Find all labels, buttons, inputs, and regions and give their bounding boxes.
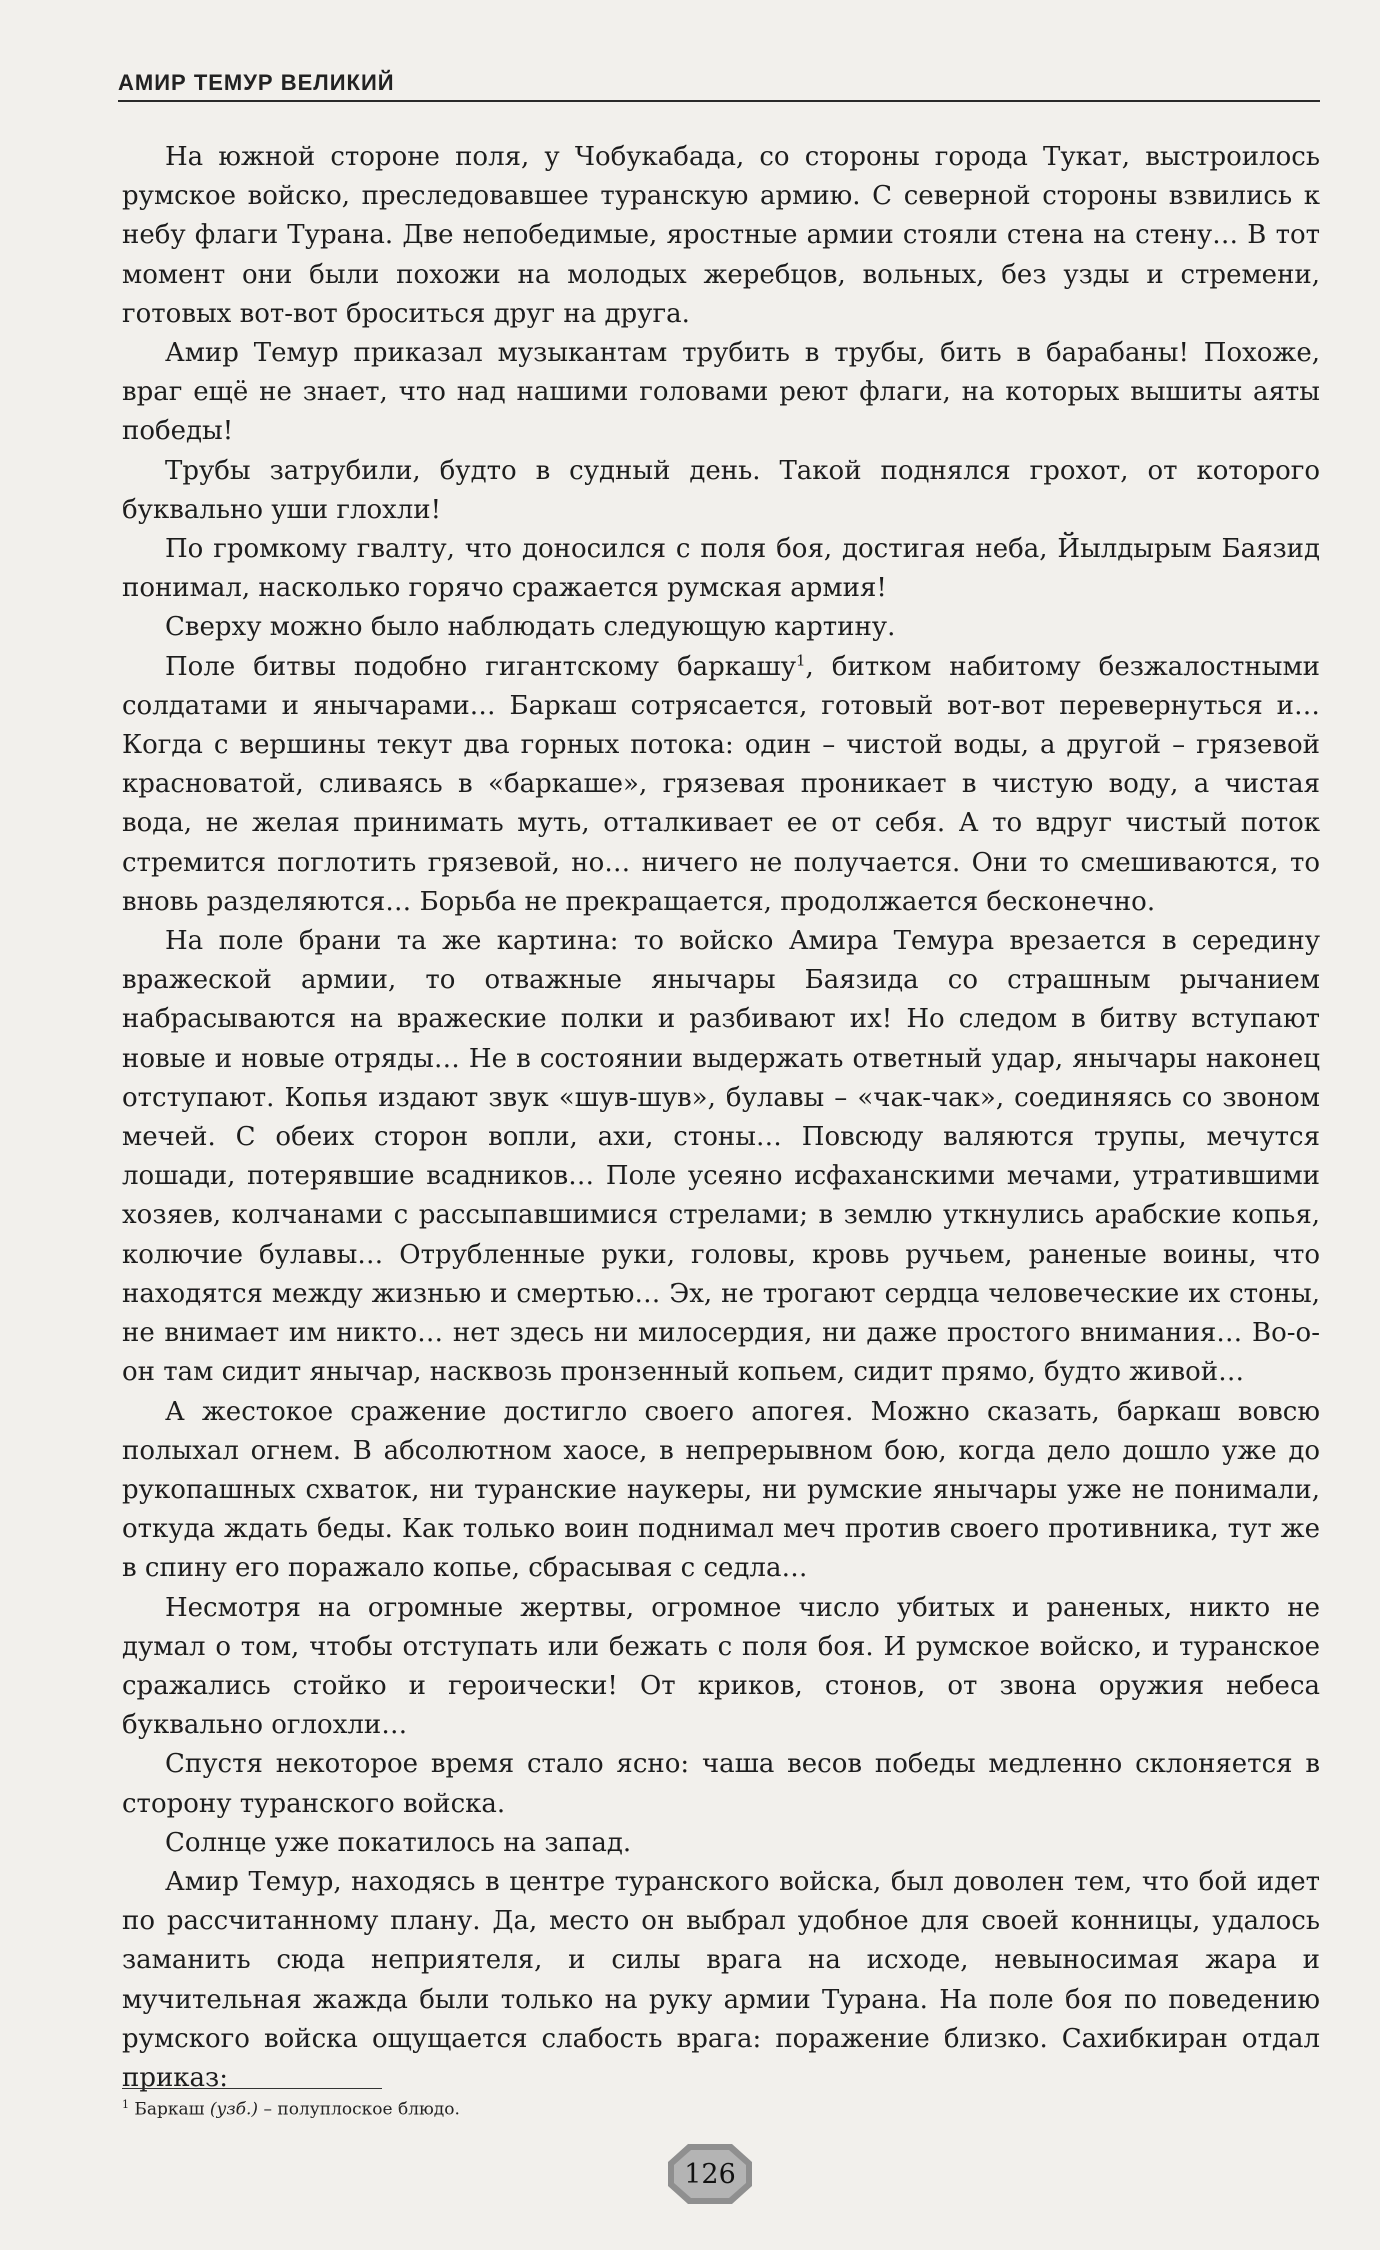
paragraph: Трубы затрубили, будто в судный день. Такой поднялся грохот, от которого буквально уши глохли! (122, 455, 1320, 525)
paragraph-part: Поле битвы подобно гигантскому баркашу (165, 651, 796, 682)
footnote-ref[interactable]: 1 (796, 650, 806, 669)
paragraph: Солнце уже покатилось на запад. (165, 1827, 632, 1858)
page-number: 126 (684, 2158, 736, 2190)
running-header (118, 70, 1320, 102)
paragraph: Амир Темур, находясь в центре туранского войска, был доволен тем, что бой идет по рассчитанному плану. Да, место он выбрал удобное для своей конницы, удалось заманить сюда неприятеля, и силы врага на исходе, невыносимая жара и мучительная жажда были только на руку армии Турана. На поле боя по поведению румского войска ощущается слабость врага: поражение близко. Сахибкиран отдал приказ: (122, 1866, 1320, 2093)
footnote-divider (122, 2088, 382, 2089)
paragraph: По громкому гвалту, что доносился с поля боя, достигая неба, Йылдырым Баязид понимал, насколько горячо сражается румская армия! (122, 534, 1320, 604)
paragraph-part: , битком набитому безжалостными солдатами и янычарами… Баркаш сотрясается, готовый вот-вот перевернуться и… Когда с вершины текут два горных потока: один – чистой воды, а другой – грязевой красноватой, сливаясь в «баркаше», грязевая проникает в чистую воду, а чистая вода, не желая принимать муть, отталкивает ее от себя. А то вдруг чистый поток стремится поглотить грязевой, но… ничего не получается. Они то смешиваются, то вновь разделяются… Борьба не прекращается, продолжается бесконечно. (122, 651, 1320, 917)
footnote-text: – полуплоское блюдо. (263, 2099, 460, 2120)
footnote-term: Баркаш (134, 2099, 205, 2120)
paragraph-with-footnote (122, 648, 1320, 922)
paragraph: На поле брани та же картина: то войско Амира Темура врезается в середину вражеской армии, то отважные янычары Баязида со страшным рычанием набрасываются на вражеские полки и разбивают их! Но следом в битву вступают новые и новые отряды… Не в состоянии выдержать ответный удар, янычары наконец отступают. Копья издают звук «шув-шув», булавы – «чак-чак», соединяясь со звоном мечей. С обеих сторон вопли, ахи, стоны… Повсюду валяются трупы, мечутся лошади, потерявшие всадников… Поле усеяно исфаханскими мечами, утратившими хозяев, колчанами с рассыпавшимися стрелами; в землю уткнулись арабские копья, колючие булавы… Отрубленные руки, головы, кровь ручьем, раненые воины, что находятся между жизнью и смертью… Эх, не трогают сердца человеческие их стоны, не внимает им никто… нет здесь ни милосердия, ни даже простого внимания… Во-о-он там сидит янычар, насквозь пронзенный копьем, сидит прямо, будто живой… (122, 926, 1320, 1388)
paragraph: Спустя некоторое время стало ясно: чаша весов победы медленно склоняется в сторону туранского войска. (122, 1749, 1320, 1819)
paragraph: А жестокое сражение достигло своего апогея. Можно сказать, баркаш вовсю полыхал огнем. В абсолютном хаосе, в непрерывном бою, когда дело дошло уже до рукопашных схваток, ни туранские наукеры, ни румские янычары уже не понимали, откуда ждать беды. Как только воин поднимал меч против своего противника, тут же в спину его поражало копье, сбрасывая с седла… (122, 1396, 1320, 1584)
footnote-marker: 1 (122, 2098, 129, 2111)
body-text (122, 138, 1320, 2098)
header-title: АМИР ТЕМУР ВЕЛИКИЙ (118, 70, 395, 95)
page-number-badge (666, 2142, 754, 2206)
footnote-language: (узб.) (209, 2099, 259, 2120)
paragraph: На южной стороне поля, у Чобукабада, со стороны города Тукат, выстроилось румское войско, преследовавшее туранскую армию. С северной стороны взвились к небу флаги Турана. Две непобедимые, яростные армии стояли стена на стену… В тот момент они были похожи на молодых жеребцов, вольных, без узды и стремени, готовых вот-вот броситься друг на друга. (122, 142, 1320, 329)
footnote (122, 2098, 460, 2120)
paragraph: Амир Темур приказал музыкантам трубить в трубы, бить в барабаны! Похоже, враг ещё не знает, что над нашими головами реют флаги, на которых вышиты аяты победы! (122, 338, 1320, 447)
paragraph: Сверху можно было наблюдать следующую картину. (165, 612, 896, 643)
paragraph: Несмотря на огромные жертвы, огромное число убитых и раненых, никто не думал о том, чтобы отступать или бежать с поля боя. И румское войско, и туранское сражались стойко и героически! От криков, стонов, от звона оружия небеса буквально оглохли… (122, 1592, 1320, 1741)
